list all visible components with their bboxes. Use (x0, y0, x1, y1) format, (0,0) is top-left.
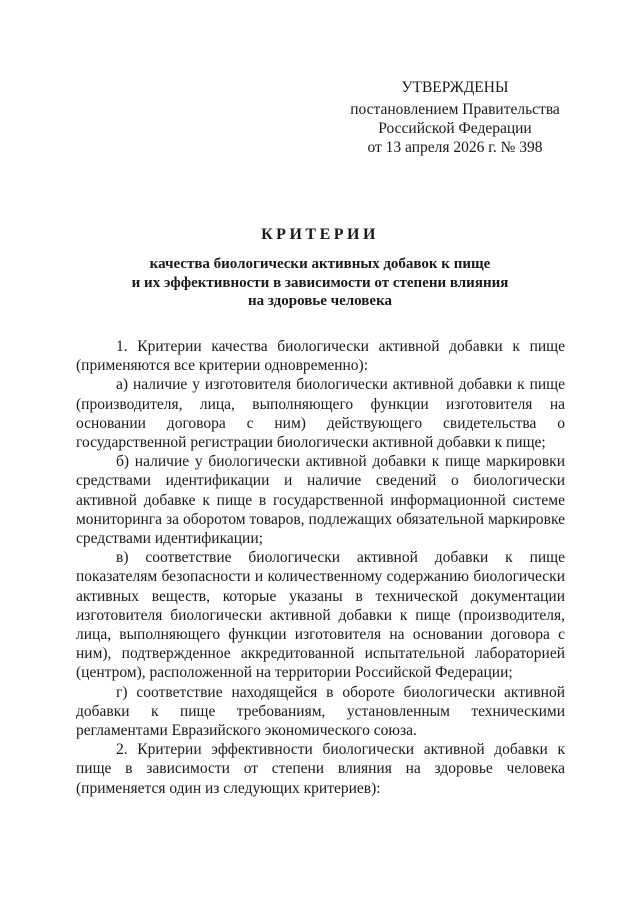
paragraph-item-v: в) соответствие биологически активной добавки к пище показателям безопасности и количественному содержанию биологически активных веществ, которые указаны в технической документации изготовителя биологически активной добавки к пище (производителя, лица, выполняющего функции изготовителя на основании договора с ним), подтвержденное аккредитованной испытательной лабораторией (центром), расположенной на территории Российской Федерации; (76, 549, 565, 682)
approval-stamp (330, 78, 580, 157)
document-title: КРИТЕРИИ (261, 226, 379, 243)
paragraph-quality-criteria: 1. Критерии качества биологически активной добавки к пище (применяются все критерии одновременно): (76, 338, 565, 375)
document-subtitle-line-3: на здоровье человека (248, 293, 392, 309)
approval-line-authority: Российской Федерации (378, 120, 532, 137)
document-subtitle-line-2: и их эффективности в зависимости от степени влияния (131, 274, 509, 291)
document-heading (100, 226, 540, 311)
paragraph-item-g: г) соответствие находящейся в обороте биологически активной добавки к пище требованиям, установленным техническими регламентами Евразийского экономического союза. (76, 683, 565, 740)
approval-line-date: от 13 апреля 2026 г. № 398 (367, 139, 543, 156)
paragraph-item-a: а) наличие у изготовителя биологически активной добавки к пище (производителя, лица, выполняющего функции изготовителя на основании договора с ним) действующего свидетельства о государственной регистрации биологически активной добавки к пище; (76, 376, 565, 452)
document-subtitle-line-1: качества биологически активных добавок к пище (149, 256, 491, 272)
paragraph-efficiency-criteria: 2. Критерии эффективности биологически активной добавки к пище в зависимости от степени влияния на здоровье человека (применяется один из следующих критериев): (76, 741, 565, 797)
document-body (76, 337, 565, 798)
approval-line-decree: постановлением Правительства (350, 101, 560, 118)
paragraph-item-b: б) наличие у биологически активной добавки к пище маркировки средствами идентификации и наличие сведений о биологически активной добавке к пище в государственной информационной системе мониторинга за оборотом товаров, подлежащих обязательной маркировке средствами идентификации; (76, 453, 565, 548)
approval-title: УТВЕРЖДЕНЫ (401, 79, 509, 96)
